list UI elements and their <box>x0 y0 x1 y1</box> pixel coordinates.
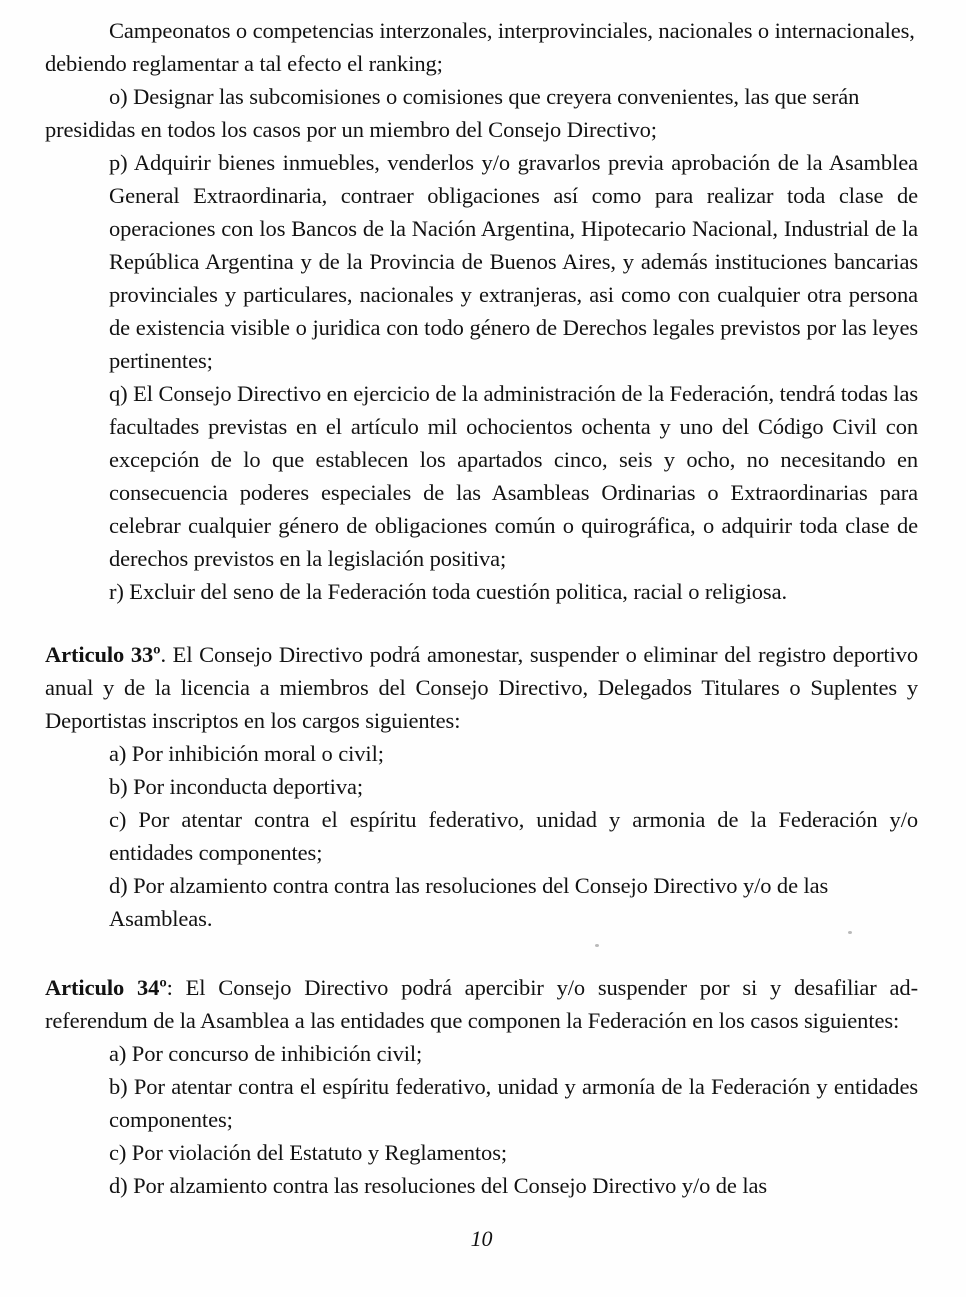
article-34-item-a: a) Por concurso de inhibición civil; <box>109 1041 423 1066</box>
article-34-item-b: b) Por atentar contra el espíritu federativo, unidad y armonía de la Federación y entidades componentes; <box>109 1074 918 1132</box>
list-item-q: q) El Consejo Directivo en ejercicio de la administración de la Federación, tendrá todas las facultades previstas en el artículo mil ochocientos ochenta y uno del Código Civil con excepción de lo que establecen los apartados cinco, seis y ocho, no necesitando en consecuencia poderes especiales de las Asambleas Ordinarias o Extraordinarias para celebrar cualquier género de obligaciones común o quirográfica, o adquirir toda clase de derechos previstos en la legislación positiva; <box>109 381 918 571</box>
article-33-item-a: a) Por inhibición moral o civil; <box>109 741 384 766</box>
article-33-item-b: b) Por inconducta deportiva; <box>109 774 364 799</box>
article-33-body: . El Consejo Directivo podrá amonestar, suspender o eliminar del registro deportivo anual y de la licencia a miembros del Consejo Directivo, Delegados Titulares o Suplentes y Deportistas inscriptos en los cargos siguientes: <box>45 642 918 733</box>
article-34-item-c: c) Por violación del Estatuto y Reglamentos; <box>109 1140 508 1165</box>
article-33-item-c: c) Por atentar contra el espíritu federativo, unidad y armonia de la Federación y/o entidades componentes; <box>109 807 918 865</box>
article-34-label: Articulo 34º <box>45 975 167 1000</box>
article-34-body: : El Consejo Directivo podrá apercibir y/o suspender por si y desafiliar ad- referendum de la Asamblea a las entidades que componen la Federación en los casos siguientes: <box>45 975 918 1033</box>
list-item-o: o) Designar las subcomisiones o comisiones que creyera convenientes, las que serán presididas en todos los casos por un miembro del Consejo Directivo; <box>45 84 860 142</box>
list-item-r: r) Excluir del seno de la Federación toda cuestión politica, racial o religiosa. <box>109 579 787 604</box>
article-34-item-d: d) Por alzamiento contra las resoluciones del Consejo Directivo y/o de las <box>109 1173 768 1198</box>
article-33-label: Articulo 33º <box>45 642 161 667</box>
scan-artifact-dot <box>848 931 852 934</box>
list-item-p: p) Adquirir bienes inmuebles, venderlos y/o gravarlos previa aprobación de la Asamblea General Extraordinaria, contraer obligaciones así como para realizar toda clase de operaciones con los Bancos de la Nación Argentina, Hipotecario Nacional, Industrial de la República Argentina y de la Provincia de Buenos Aires, y además instituciones bancarias provinciales y particulares, nacionales y extranjeras, asi como con cualquier otra persona de existencia visible o juridica con todo género de Derechos legales previstos por las leyes pertinentes; <box>109 150 918 373</box>
article-33-item-d: d) Por alzamiento contra contra las resoluciones del Consejo Directivo y/o de las Asambleas. <box>109 873 829 931</box>
article-34-paragraph <box>45 971 918 1037</box>
scan-artifact-dot <box>595 944 599 947</box>
page-number: 10 <box>470 1226 493 1251</box>
article-33-paragraph <box>45 638 918 737</box>
paragraph-intro: Campeonatos o competencias interzonales, interprovinciales, nacionales o internacionales, debiendo reglamentar a tal efecto el ranking; <box>45 18 915 76</box>
